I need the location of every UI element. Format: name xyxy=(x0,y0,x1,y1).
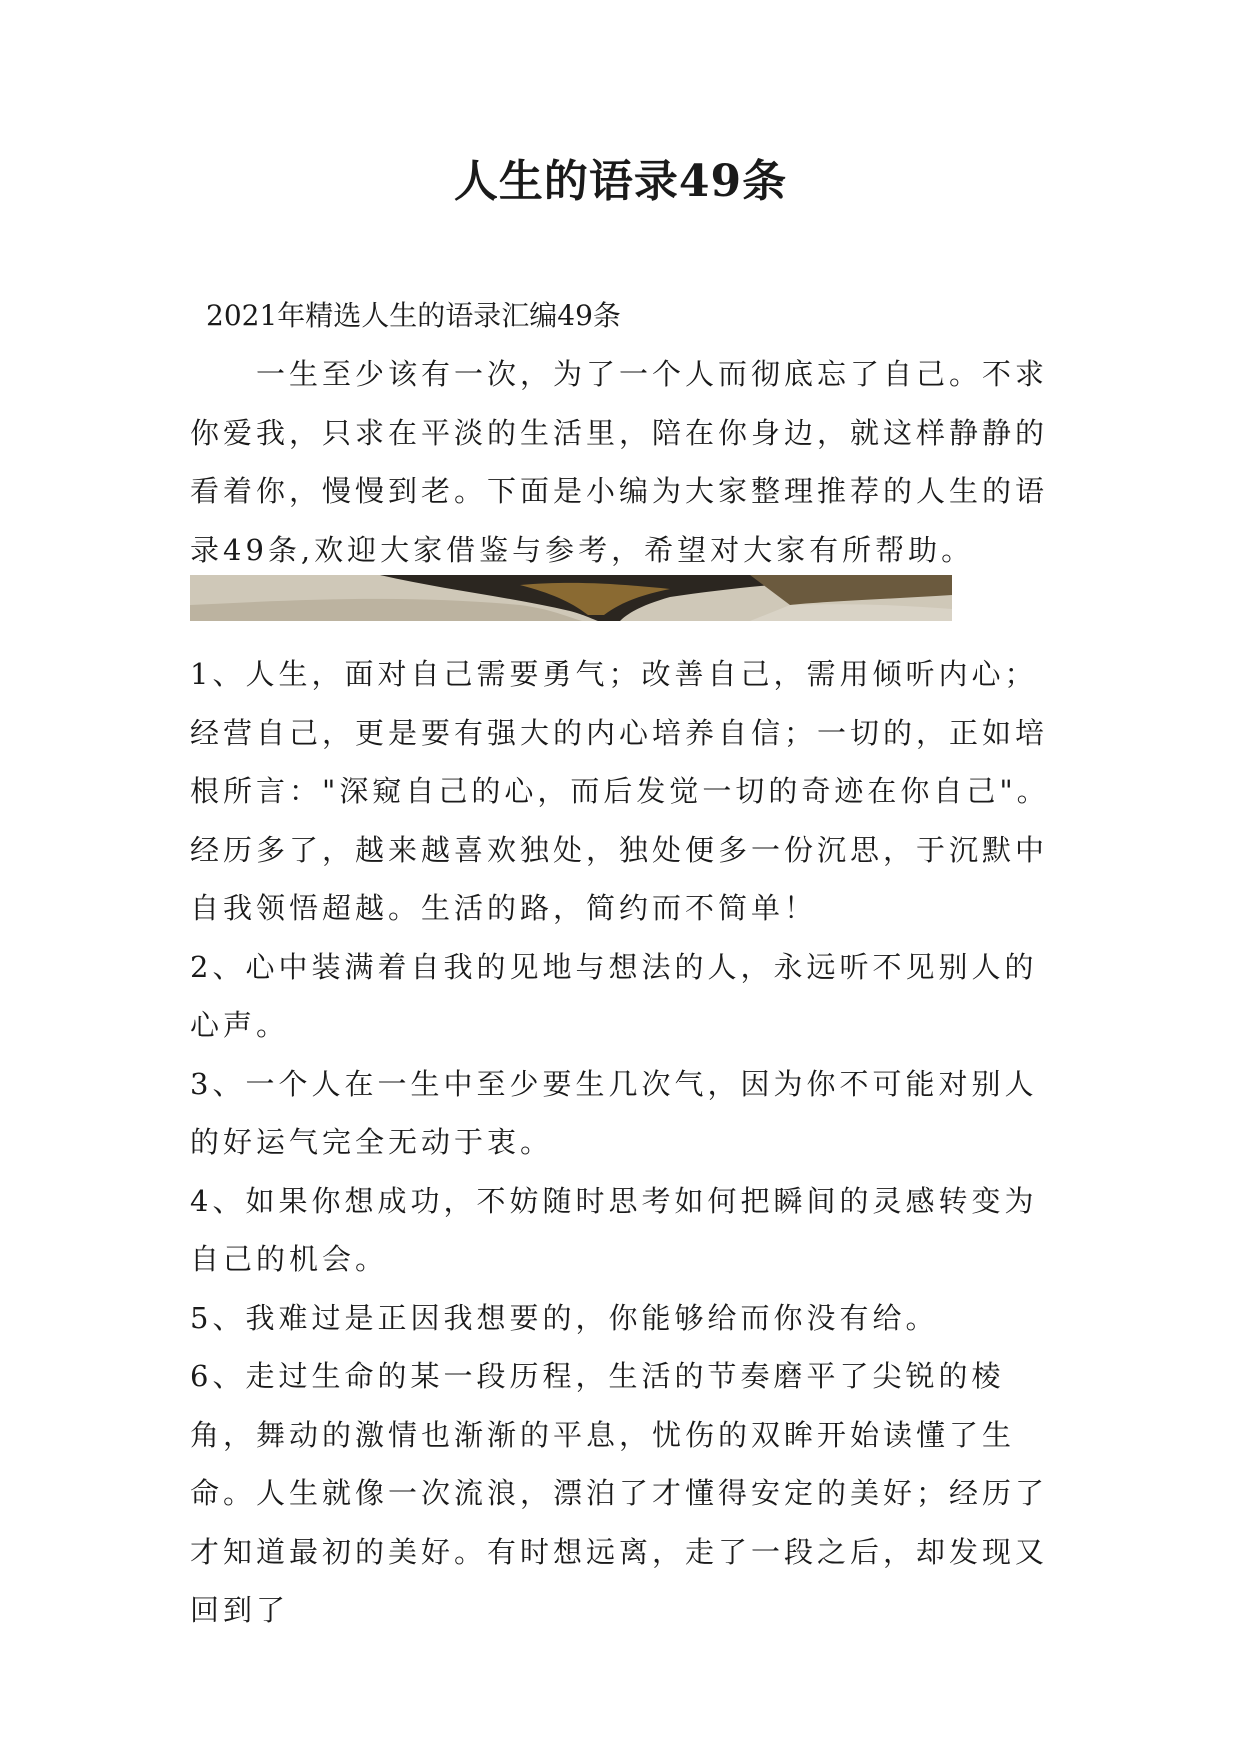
quote-item: 1、人生，面对自己需要勇气；改善自己，需用倾听内心；经营自己，更是要有强大的内心培养自信；一切的，正如培根所言："深窥自己的心，而后发觉一切的奇迹在你自己"。经历多了，越来越喜欢独处，独处便多一份沉思，于沉默中自我领悟超越。生活的路，简约而不简单！ xyxy=(190,657,1050,925)
document-subtitle: 2021年精选人生的语录汇编49条 xyxy=(206,299,621,332)
quote-item: 6、走过生命的某一段历程，生活的节奏磨平了尖锐的棱角，舞动的激情也渐渐的平息，忧伤的双眸开始读懂了生命。人生就像一次流浪，漂泊了才懂得安定的美好；经历了才知道最初的美好。有时想远离，走了一段之后，却发现又回到了 xyxy=(190,1359,1049,1627)
quotes-list xyxy=(190,645,1068,1640)
banner-image xyxy=(190,575,952,621)
quote-item: 3、一个人在一生中至少要生几次气，因为你不可能对别人的好运气完全无动于衷。 xyxy=(190,1066,1038,1159)
banner-image-graphic xyxy=(190,575,952,621)
intro-paragraph: 一生至少该有一次，为了一个人而彻底忘了自己。不求你爱我，只求在平淡的生活里，陪在你身边，就这样静静的看着你，慢慢到老。下面是小编为大家整理推荐的人生的语录49条,欢迎大家借鉴与参考，希望对大家有所帮助。 xyxy=(190,357,1049,567)
document-title: 人生的语录49条 xyxy=(453,156,788,207)
quote-item: 5、我难过是正因我想要的，你能够给而你没有给。 xyxy=(190,1300,939,1335)
quote-item: 2、心中装满着自我的见地与想法的人，永远听不见别人的心声。 xyxy=(190,949,1038,1042)
quote-item: 4、如果你想成功，不妨随时思考如何把瞬间的灵感转变为自己的机会。 xyxy=(190,1183,1038,1276)
